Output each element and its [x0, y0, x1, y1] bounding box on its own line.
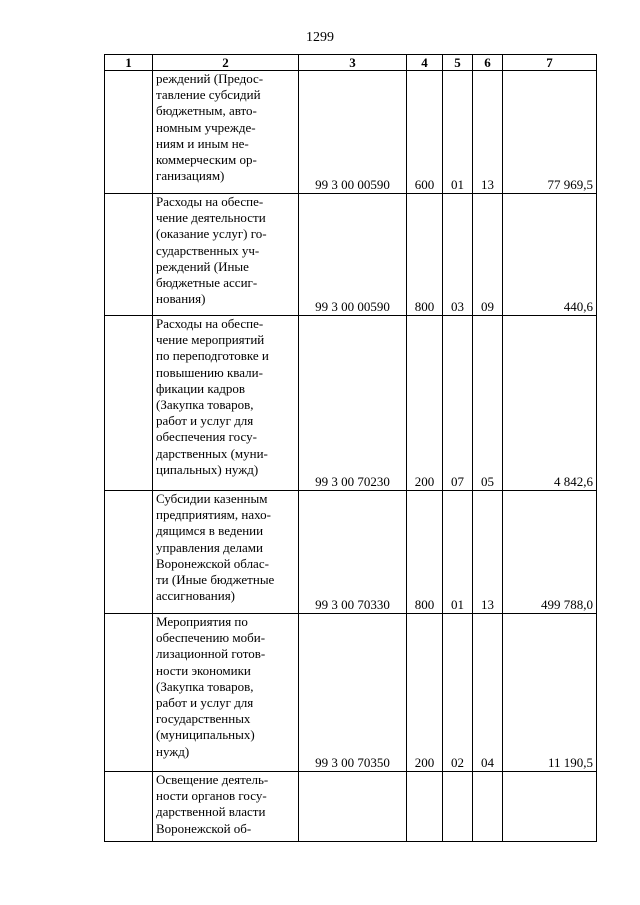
row-number-cell: [105, 614, 153, 772]
budget-table: [104, 54, 597, 842]
expense-name-cell: Освещение деятель- ности органов госу- дарственной власти Воронежской об-: [153, 772, 299, 842]
column-header-5: 5: [443, 55, 473, 71]
section-cell: [443, 772, 473, 842]
table-row: [105, 194, 597, 316]
amount-cell: 440,6: [503, 194, 597, 316]
expense-type-cell: 200: [407, 316, 443, 491]
amount-cell: 11 190,5: [503, 614, 597, 772]
section-cell: 03: [443, 194, 473, 316]
expense-type-cell: [407, 772, 443, 842]
amount-cell: 499 788,0: [503, 491, 597, 614]
row-number-cell: [105, 194, 153, 316]
column-header-4: 4: [407, 55, 443, 71]
section-cell: 01: [443, 491, 473, 614]
section-cell: 02: [443, 614, 473, 772]
subsection-cell: 13: [473, 491, 503, 614]
expense-type-cell: 600: [407, 71, 443, 194]
expense-name-cell: Расходы на обеспе- чение мероприятий по переподготовке и повышению квали- фикации кадров (Закупка товаров, работ и услуг для обеспечения госу- дарственных (муни- ципальных) нужд): [153, 316, 299, 491]
expense-type-cell: 800: [407, 491, 443, 614]
target-code-cell: 99 3 00 70330: [299, 491, 407, 614]
target-code-cell: 99 3 00 00590: [299, 194, 407, 316]
expense-name-cell: Субсидии казенным предприятиям, нахо- дящимся в ведении управления делами Воронежской облас- ти (Иные бюджетные ассигнования): [153, 491, 299, 614]
column-header-2: 2: [153, 55, 299, 71]
expense-name-cell: Расходы на обеспе- чение деятельности (оказание услуг) го- сударственных уч- реждений (Иные бюджетные ассиг- нования): [153, 194, 299, 316]
table-row: [105, 316, 597, 491]
row-number-cell: [105, 491, 153, 614]
target-code-cell: 99 3 00 70230: [299, 316, 407, 491]
column-header-1: 1: [105, 55, 153, 71]
page-number: 1299: [306, 30, 334, 45]
amount-cell: 77 969,5: [503, 71, 597, 194]
subsection-cell: 13: [473, 71, 503, 194]
subsection-cell: 09: [473, 194, 503, 316]
target-code-cell: 99 3 00 00590: [299, 71, 407, 194]
header-row: [105, 55, 597, 71]
subsection-cell: 04: [473, 614, 503, 772]
column-header-6: 6: [473, 55, 503, 71]
subsection-cell: 05: [473, 316, 503, 491]
amount-cell: 4 842,6: [503, 316, 597, 491]
expense-name-cell: реждений (Предос- тавление субсидий бюджетным, авто- номным учрежде- ниям и иным не- коммерческим ор- ганизациям): [153, 71, 299, 194]
table-row: [105, 772, 597, 842]
table-row: [105, 614, 597, 772]
section-cell: 07: [443, 316, 473, 491]
row-number-cell: [105, 71, 153, 194]
target-code-cell: [299, 772, 407, 842]
expense-name-cell: Мероприятия по обеспечению моби- лизационной готов- ности экономики (Закупка товаров, работ и услуг для государственных (муниципальных) нужд): [153, 614, 299, 772]
table-row: [105, 491, 597, 614]
section-cell: 01: [443, 71, 473, 194]
column-header-7: 7: [503, 55, 597, 71]
expense-type-cell: 800: [407, 194, 443, 316]
table-row: [105, 71, 597, 194]
amount-cell: [503, 772, 597, 842]
column-header-3: 3: [299, 55, 407, 71]
target-code-cell: 99 3 00 70350: [299, 614, 407, 772]
subsection-cell: [473, 772, 503, 842]
expense-type-cell: 200: [407, 614, 443, 772]
row-number-cell: [105, 772, 153, 842]
row-number-cell: [105, 316, 153, 491]
